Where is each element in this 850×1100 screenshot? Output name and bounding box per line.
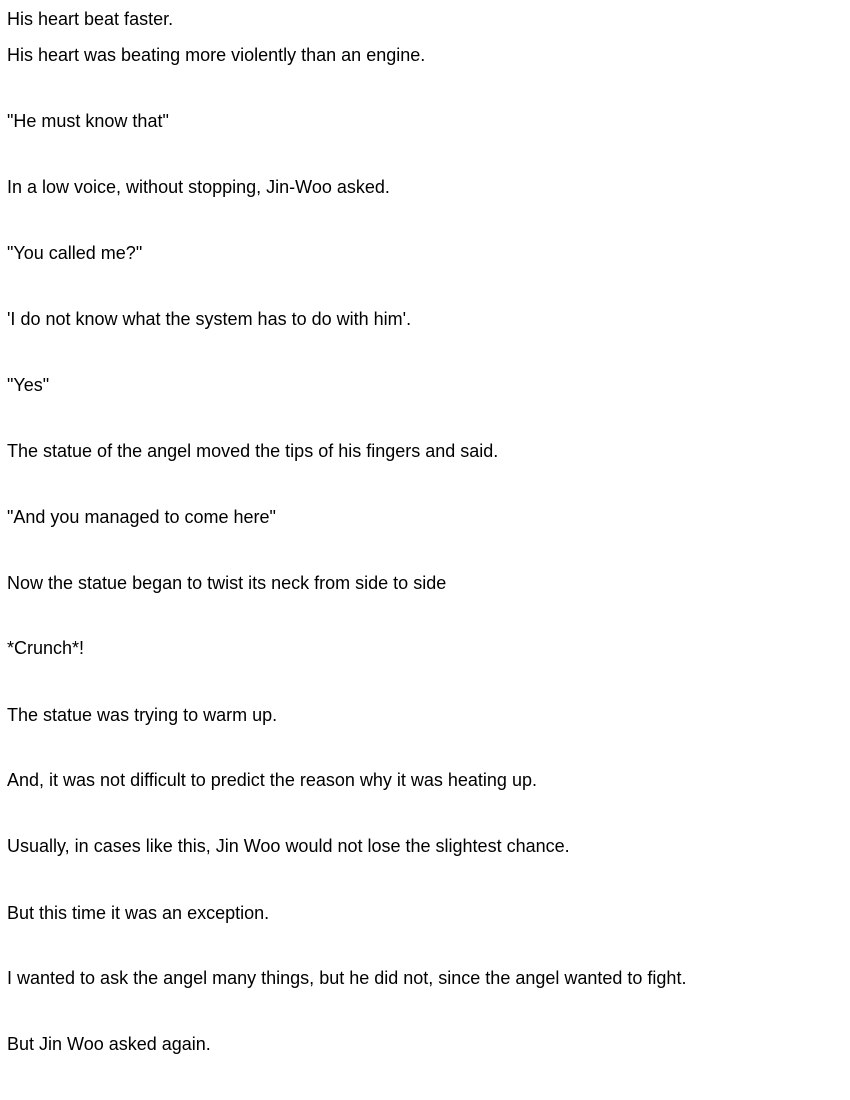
text-line: "He must know that" [7, 111, 169, 131]
text-line: But Jin Woo asked again. [7, 1034, 211, 1054]
text-line: His heart beat faster. [7, 9, 174, 29]
text-line: The statue was trying to warm up. [7, 705, 278, 725]
text-line: "You called me?" [7, 243, 143, 263]
text-line: "Yes" [7, 375, 50, 395]
text-line: In a low voice, without stopping, Jin-Woo asked. [7, 177, 390, 197]
text-line: 'I do not know what the system has to do with him'. [7, 309, 412, 329]
text-line: And, it was not difficult to predict the reason why it was heating up. [7, 770, 537, 790]
text-line: Now the statue began to twist its neck from side to side [7, 573, 447, 593]
text-line: "And you managed to come here" [7, 507, 276, 527]
text-line: The statue of the angel moved the tips of his fingers and said. [7, 441, 499, 461]
text-line: Usually, in cases like this, Jin Woo would not lose the slightest chance. [7, 836, 570, 856]
text-line: I wanted to ask the angel many things, but he did not, since the angel wanted to fight. [7, 968, 687, 988]
text-line: His heart was beating more violently than an engine. [7, 45, 426, 65]
text-line: But this time it was an exception. [7, 903, 270, 923]
text-line: *Crunch*! [7, 638, 85, 658]
